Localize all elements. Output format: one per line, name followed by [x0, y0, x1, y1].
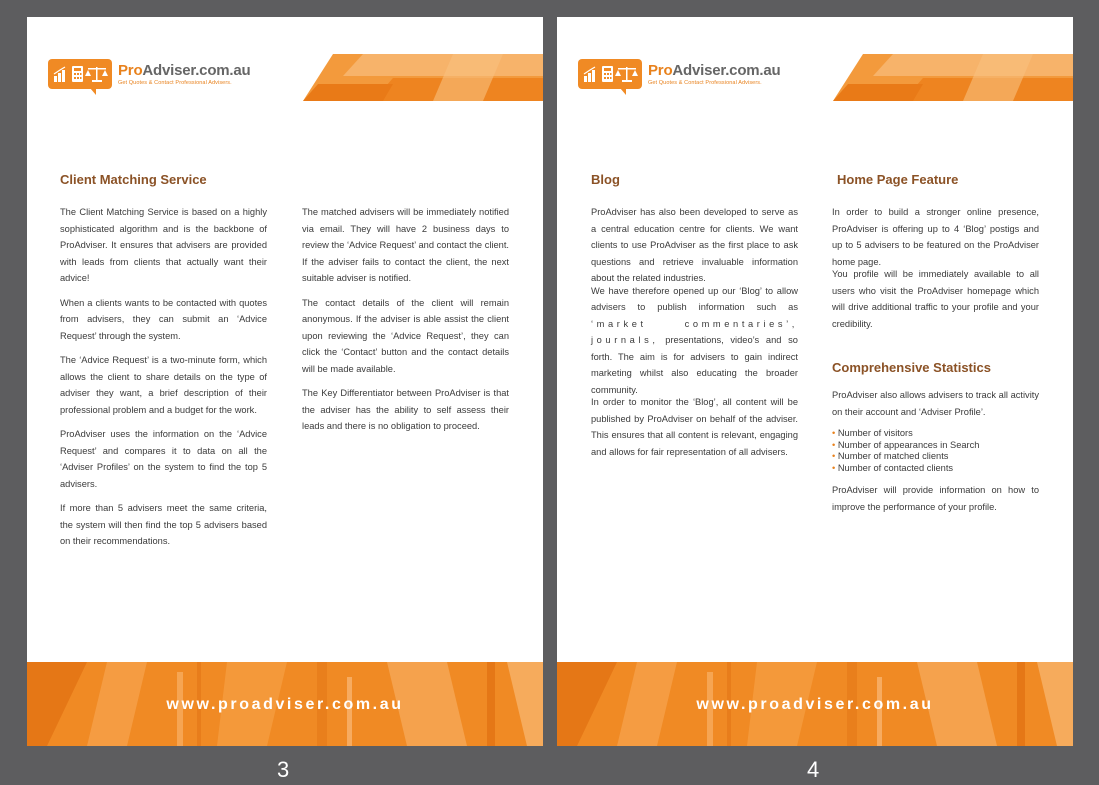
logo-icons: [48, 59, 112, 89]
paragraph: When a clients wants to be contacted with quotes from advisers, they can submit an ‘Advice Request’ through the system.: [60, 297, 267, 341]
page4-right-column: [832, 204, 1039, 332]
statistics-column: [832, 387, 1039, 523]
paragraph: The ‘Advice Request’ is a two-minute form, which allows the client to share details on the type of adviser they want, a brief description of their professional problem and a budget for the work.: [60, 355, 267, 415]
footer-url: www.proadviser.com.au: [166, 696, 404, 713]
page-footer: [557, 662, 1073, 746]
section-title-client-matching: Client Matching Service: [60, 172, 207, 187]
paragraph: ProAdviser has also been developed to serve as a central education centre for clients. We want clients to use ProAdviser as the first place to ask questions and retrieve invaluable information about the related industries.: [591, 207, 798, 283]
paragraph: The Client Matching Service is based on a highly sophisticated algorithm and is the backbone of ProAdviser. It ensures that advisers are provided with leads from clients that actually want their advice!: [60, 207, 267, 283]
text-span: presentations, video’s and so forth. The aim is for advisers to gain indirect marketing whilst also educating the broader community.: [591, 335, 798, 395]
proadviser-logo: [48, 59, 251, 89]
header-stripe-graphic: [303, 54, 543, 101]
brand-name: ProAdviser.com.au: [648, 62, 781, 79]
page-footer: [27, 662, 543, 746]
section-title-comprehensive-statistics: Comprehensive Statistics: [832, 360, 991, 375]
text-span: We have therefore opened up our ‘Blog’ to allow advisers to publish information such as: [591, 285, 798, 312]
list-item: • Number of matched clients: [832, 451, 1039, 463]
document-page-3: [27, 17, 543, 746]
chart-calculator-scales-icon: [52, 64, 108, 84]
page3-right-column: [302, 204, 509, 443]
statistics-list: [832, 428, 1039, 474]
paragraph: ProAdviser also allows advisers to track all activity on their account and ‘Adviser Profile’.: [832, 390, 1039, 417]
paragraph: You profile will be immediately available to all users who visit the ProAdviser homepage which will drive additional traffic to your profile and your credibility.: [832, 269, 1039, 329]
paragraph: If more than 5 advisers meet the same criteria, the system will then find the top 5 advisers based on their recommendations.: [60, 503, 267, 546]
document-page-4: [557, 17, 1073, 746]
footer-url: www.proadviser.com.au: [696, 696, 934, 713]
page-number-4: 4: [807, 757, 820, 782]
section-title-home-page-feature: Home Page Feature: [837, 172, 959, 187]
section-title-blog: Blog: [591, 172, 620, 187]
paragraph: ProAdviser uses the information on the ‘Advice Request’ and compares it to data on all the ‘Adviser Profiles’ on the system to find the top 5 advisers.: [60, 429, 267, 489]
page-number-3: 3: [277, 757, 290, 782]
list-item: • Number of visitors: [832, 428, 1039, 440]
list-item: • Number of contacted clients: [832, 463, 1039, 475]
brand-tagline: Get Quotes & Contact Professional Advisers.: [118, 80, 232, 86]
page4-left-column: [591, 204, 798, 460]
paragraph: The contact details of the client will remain anonymous. If the adviser is able assist the client upon reviewing the ‘Advice Request’, they can click the ‘Contact’ button and the contact details will be made available.: [302, 297, 509, 374]
paragraph: [591, 283, 798, 399]
paragraph: In order to monitor the ‘Blog’, all content will be published by ProAdviser on behalf of the adviser. This ensures that all content is relevant, engaging and allows for fair representation of all advisers.: [591, 397, 798, 457]
page3-left-column: [60, 204, 267, 558]
list-item: • Number of appearances in Search: [832, 440, 1039, 452]
header-stripe-graphic: [833, 54, 1073, 101]
chart-calculator-scales-icon: [582, 64, 638, 84]
paragraph: The matched advisers will be immediately notified via email. They will have 2 business days to review the ‘Advice Request’ and contact the client. If the adviser fails to contact the client, the next suitable adviser is notified.: [302, 207, 509, 283]
paragraph: In order to build a stronger online presence, ProAdviser is offering up to 4 ‘Blog’ postigs and up to 5 advisers to be featured on the ProAdviser home page.: [832, 207, 1039, 267]
logo-icons: [578, 59, 642, 89]
proadviser-logo: [578, 59, 781, 89]
brand-name: ProAdviser.com.au: [118, 62, 251, 79]
paragraph: ProAdviser will provide information on how to improve the performance of your profile.: [832, 485, 1039, 512]
brand-tagline: Get Quotes & Contact Professional Advisers.: [648, 80, 762, 86]
text-span: ‘market commentaries’, journals,: [591, 318, 798, 345]
paragraph: The Key Differentiator between ProAdviser is that the adviser has the ability to self assess their leads and there is no obligation to proceed.: [302, 388, 509, 431]
